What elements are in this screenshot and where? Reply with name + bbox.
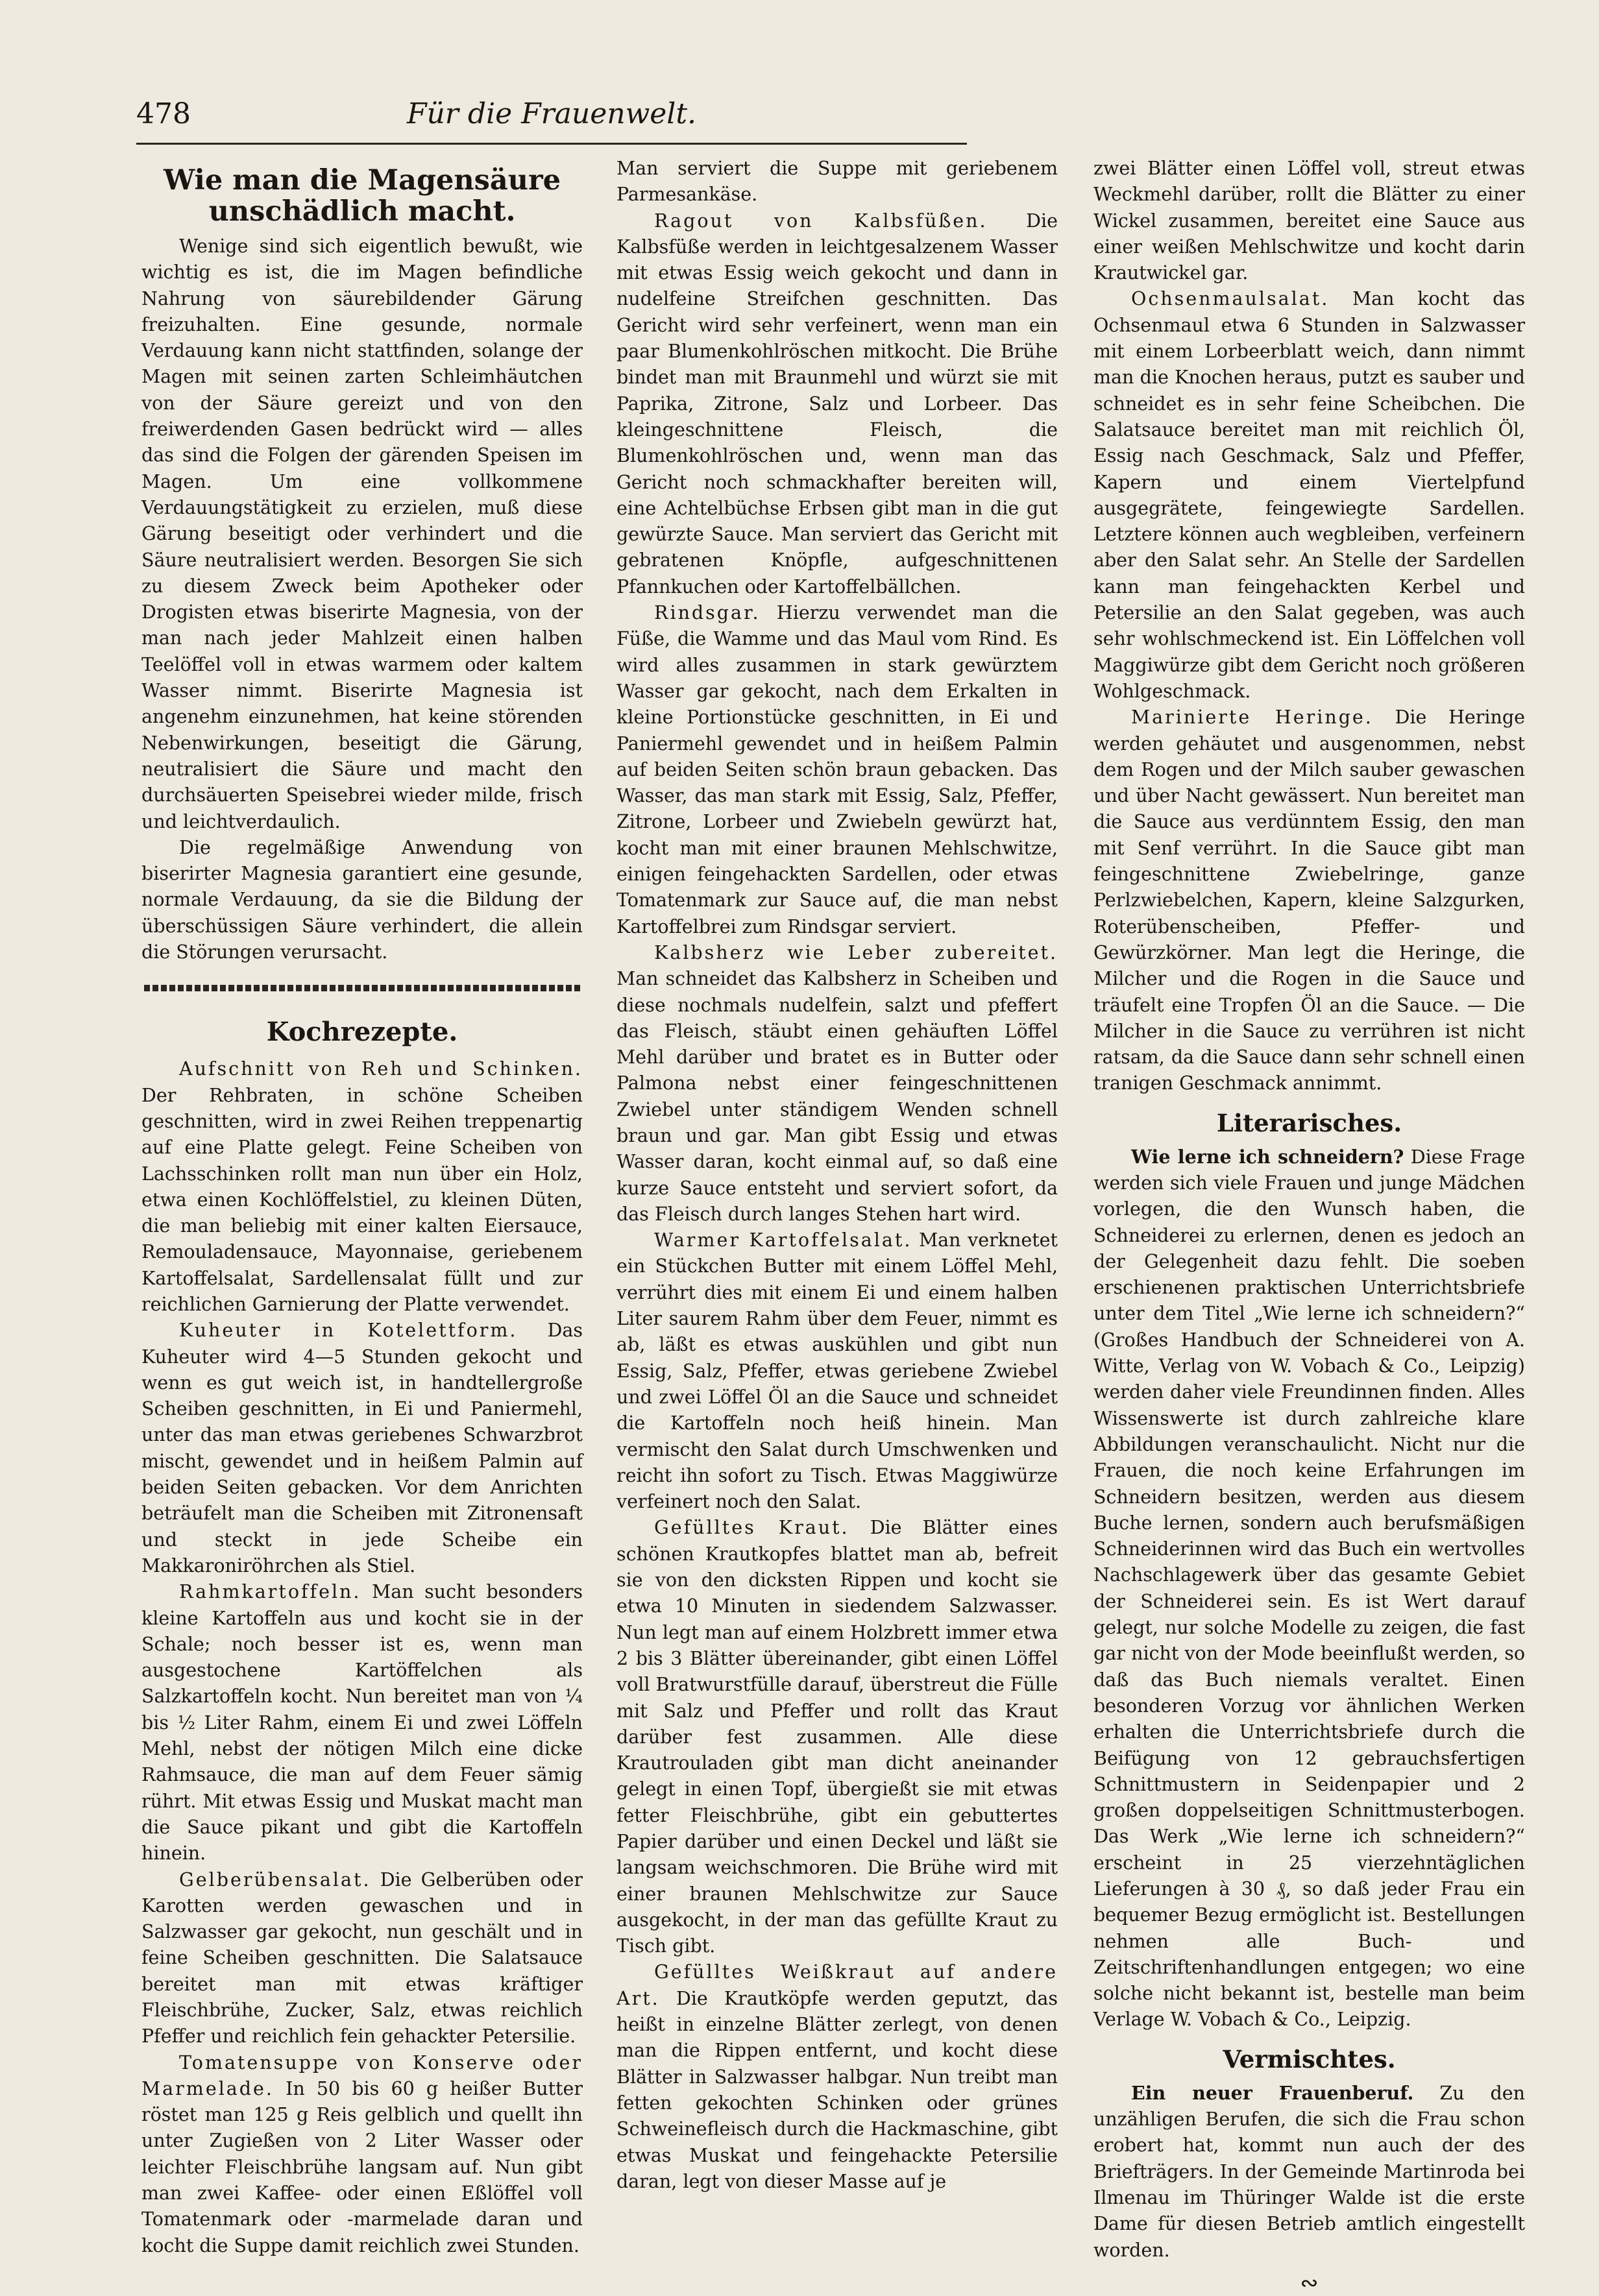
recipe-paragraph: [616, 1515, 1058, 1959]
recipe-text: Die Blätter eines schönen Krautkopfes blattet man ab, befreit sie von den dicksten Rippen und kocht sie etwa 10 Minuten in siedendem Salzwasser. Nun legt man auf einem Holzbrett immer etwa 2 bis 3 Blätter übereinander, gibt einen Löffel voll Bratwurstfülle darauf, überstreut die Fülle mit Salz und Pfeffer und rollt das Kraut darüber fest zusammen. Alle diese Krautrouladen gibt man dicht aneinander gelegt in einen Topf, übergießt sie mit etwas fetter Fleischbrühe, gibt ein gebuttertes Papier darüber und einen Deckel und läßt sie langsam weichschmoren. Die Brühe wird mit einer braunen Mehlschwitze zur Sauce ausgekocht, in der man das gefüllte Kraut zu Tisch gibt.: [616, 1517, 1058, 1957]
recipe-paragraph: [616, 600, 1058, 940]
misc-paragraph: [1093, 2080, 1525, 2264]
column-2: [616, 156, 1058, 2195]
recipe-paragraph: [141, 1579, 583, 1867]
page-number: 478: [136, 97, 191, 130]
recipe-title: Marinierte Heringe.: [1131, 707, 1373, 729]
recipe-text: Die Heringe werden gehäutet und ausgenommen, nebst dem Rogen und der Milch sauber gewaschen und über Nacht gewässert. Nun bereitet man die Sauce aus verdünntem Essig, den man mit Senf verrührt. In die Sauce gibt man feingeschnittene Zwiebelringe, ganze Perlzwiebelchen, Kapern, kleine Salzgurken, Roterübenscheiben, Pfeffer- und Gewürzkörner. Man legt die Heringe, die Milcher und die Rogen in die Sauce und träufelt eine Tropfen Öl an die Sauce. — Die Milcher in die Sauce zu verrühren ist nicht ratsam, da die Sauce dann sehr schnell einen tranigen Geschmack annimmt.: [1093, 707, 1525, 1094]
recipe-continuation: zwei Blätter einen Löffel voll, streut etwas Weckmehl darüber, rollt die Blätter zu einer Wickel zusammen, bereitet eine Sauce aus einer weißen Mehlschwitze und kocht darin Krautwickel gar.: [1093, 158, 1525, 284]
recipe-text: In 50 bis 60 g heißer Butter röstet man 125 g Reis gelblich und quellt ihn unter Zugießen von 2 Liter Wasser oder leichter Fleischbrühe langsam auf. Nun gibt man zwei Kaffee- oder einen Eßlöffel voll Tomatenmark oder -marmelade daran und kocht die Suppe damit reichlich zwei Stunden.: [141, 2077, 583, 2256]
recipe-paragraph: [616, 208, 1058, 600]
recipe-title: Gelberübensalat.: [179, 1868, 371, 1891]
recipe-text: Man sucht besonders kleine Kartoffeln aus und kocht sie in der Schale; noch besser ist es, wenn man ausgestochene Kartöffelchen als Salzkartoffeln kocht. Nun bereitet man von ¼ bis ½ Liter Rahm, einem Ei und zwei Löffeln Mehl, nebst der nötigen Milch eine dicke Rahmsauce, die man auf dem Feuer sämig rührt. Mit etwas Essig und Muskat macht man die Sauce pikant und gibt die Kartoffeln hinein.: [141, 1581, 583, 1865]
article-paragraph: Die regelmäßige Anwendung von biserirter Magnesia garantiert eine gesunde, normale Verdauung, da sie die Bildung der überschüssigen Säure verhindert, die allein die Störungen verursacht.: [141, 836, 583, 963]
recipe-paragraph: [616, 940, 1058, 1227]
page-header: [136, 97, 967, 145]
column-1: [141, 156, 583, 2259]
recipe-paragraph: [616, 1227, 1058, 1515]
recipe-title: Tomatensuppe von Konserve oder Marmelade.: [141, 2051, 583, 2099]
literary-paragraph: [1093, 1144, 1525, 2033]
recipe-title: Gefülltes Kraut.: [654, 1517, 849, 1539]
running-title: Für die Frauenwelt.: [406, 97, 697, 130]
section-divider: [144, 985, 580, 991]
recipe-title: Rahmkartoffeln.: [179, 1581, 361, 1603]
recipe-text: Man schneidet das Kalbsherz in Scheiben und diese nochmals nudelfein, salzt und pfeffert das Fleisch, stäubt einen gehäuften Löffel Mehl darüber und bratet es in Butter oder Palmona nebst einer feingeschnittenen Zwiebel unter ständigem Wenden schnell braun und gar. Man gibt Essig und etwas Wasser daran, kocht einmal auf, so daß eine kurze Sauce entsteht und serviert sofort, da das Fleisch durch langes Stehen hart wird.: [616, 968, 1058, 1225]
literary-lead: Wie lerne ich schneidern?: [1131, 1145, 1404, 1168]
column-3: [1093, 156, 1525, 2296]
recipe-paragraph: [141, 2050, 583, 2259]
recipe-text: Das Kuheuter wird 4—5 Stunden gekocht und wenn es gut weich ist, in handtellergroße Scheiben geschnitten, in Ei und Paniermehl, unter das man etwas geriebenes Schwarzbrot mischt, gewendet und in heißem Palmin auf beiden Seiten gebacken. Vor dem Anrichten beträufelt man die Scheiben mit Zitronensaft und steckt in jede Scheibe ein Makkaroniröhrchen als Stiel.: [141, 1320, 583, 1577]
recipe-paragraph: [141, 1318, 583, 1579]
recipe-paragraph: [141, 1056, 583, 1318]
recipe-paragraph: [141, 1867, 583, 2050]
section-title-literarisches: Literarisches.: [1216, 1108, 1402, 1137]
recipe-continuation: Man serviert die Suppe mit geriebenem Parmesankäse.: [616, 158, 1058, 206]
misc-lead: Ein neuer Frauenberuf.: [1131, 2081, 1414, 2104]
recipe-text: Die Kalbsfüße werden in leichtgesalzenem Wasser mit etwas Essig weich gekocht und dann in nudelfeine Streifchen geschnitten. Das Gericht wird sehr verfeinert, wenn man ein paar Blumenkohlröschen mitkocht. Die Brühe bindet man mit Braunmehl und würzt sie mit Paprika, Zitrone, Salz und Lorbeer. Das kleingeschnittene Fleisch, die Blumenkohlröschen und, wenn man das Gericht noch schmackhafter bereiten will, eine Achtelbüchse Erbsen gibt man in die gut gewürzte Sauce. Man serviert das Gericht mit gebratenen Knöpfle, aufgeschnittenen Pfannkuchen oder Kartoffelbällchen.: [616, 210, 1058, 598]
recipe-paragraph: [616, 1959, 1058, 2195]
recipe-title: Ochsenmaulsalat.: [1131, 288, 1330, 310]
recipe-title: Gefülltes Weißkraut auf andere Art.: [616, 1961, 1058, 2009]
recipe-title: Ragout von Kalbsfüßen.: [654, 210, 988, 232]
recipe-title: Rindsgar.: [654, 602, 761, 624]
recipe-text: Der Rehbraten, in schöne Scheiben geschnitten, wird in zwei Reihen treppenartig auf eine Platte gelegt. Feine Scheiben von Lachsschinken rollt man nun über ein Holz, etwa einen Kochlöffelstiel, zu kleinen Düten, die man beliebig mit einer kalten Eiersauce, Remouladensauce, Mayonnaise, geriebenem Kartoffelsalat, Sardellensalat füllt und zur reichlichen Garnierung der Platte verwendet.: [141, 1084, 583, 1315]
recipe-title: Warmer Kartoffelsalat.: [654, 1229, 912, 1251]
literary-text: Diese Frage werden sich viele Frauen und junge Mädchen vorlegen, die den Wunsch haben, die Schneiderei zu erlernen, denen es jedoch an der Gelegenheit dazu fehlt. Die soeben erschienenen praktischen Unterrichtsbriefe unter dem Titel „Wie lerne ich schneidern?“ (Großes Handbuch der Schneiderei von A. Witte, Verlag von W. Vobach & Co., Leipzig) werden daher viele Freundinnen finden. Alles Wissenswerte ist durch zahlreiche klare Abbildungen veranschaulicht. Nicht nur die Frauen, die noch keine Erfahrungen im Schneidern besitzen, werden aus diesem Buche lernen, sondern auch berufsmäßigen Schneiderinnen wird das Buch ein wertvolles Nachschlagewerk über das gesamte Gebiet der Schneiderei sein. Es ist Wert darauf gelegt, nur solche Modelle zu zeigen, die fast gar nicht von der Mode beeinflußt werden, so daß das Buch niemals veraltet. Einen besonderen Vorzug vor ähnlichen Werken erhalten die Unterrichtsbriefe durch die Beifügung von 12 gebrauchsfertigen Schnittmustern in Seidenpapier und 2 großen doppelseitigen Schnittmusterbogen. Das Werk „Wie lerne ich schneidern?“ erscheint in 25 vierzehntäglichen Lieferungen à 30 ₰, so daß jeder Frau ein bequemer Bezug ermöglicht ist. Bestellungen nehmen alle Buch- und Zeitschriftenhandlungen entgegen; wo eine solche nicht bekannt ist, bestelle man beim Verlage W. Vobach & Co., Leipzig.: [1093, 1146, 1525, 2031]
flourish-ornament: ∾: [1300, 2269, 1319, 2296]
recipe-paragraph: [1093, 286, 1525, 705]
recipe-title: Kalbsherz wie Leber zubereitet.: [654, 941, 1058, 963]
article-paragraph: Wenige sind sich eigentlich bewußt, wie wichtig es ist, die im Magen befindliche Nahrung von säurebildender Gärung freizuhalten. Eine gesunde, normale Verdauung kann nicht stattfinden, solange der Magen mit seinen zarten Schleimhäutchen von der Säure gereizt und von den freiwerdenden Gasen bedrückt wird — alles das sind die Folgen der gärenden Speisen im Magen. Um eine vollkommene Verdauungstätigkeit zu erzielen, muß diese Gärung beseitigt oder verhindert und die Säure neutralisiert werden. Besorgen Sie sich zu diesem Zweck beim Apotheker oder Drogisten etwas biserirte Magnesia, von der man nach jeder Mahlzeit einen halben Teelöffel voll in etwas warmem oder kaltem Wasser nimmt. Biserirte Magnesia ist angenehm einzunehmen, hat keine störenden Nebenwirkungen, beseitigt die Gärung, neutralisiert die Säure und macht den durchsäuerten Speisebrei wieder milde, frisch und leichtverdaulich.: [141, 236, 583, 832]
recipe-title: Aufschnitt von Reh und Schinken.: [179, 1058, 583, 1080]
recipe-text: Die Gelberüben oder Karotten werden gewaschen und in Salzwasser gar gekocht, nun geschält und in feine Scheiben geschnitten. Die Salatsauce bereitet man mit etwas kräftiger Fleischbrühe, Zucker, Salz, etwas reichlich Pfeffer und reichlich fein gehackter Petersilie.: [141, 1868, 583, 2048]
recipe-text: Hierzu verwendet man die Füße, die Wamme und das Maul vom Rind. Es wird alles zusammen in stark gewürztem Wasser gar gekocht, nach dem Erkalten in kleine Portionstücke geschnitten, in Ei und Paniermehl gewendet und in heißem Palmin auf beiden Seiten schön braun gebacken. Das Wasser, das man stark mit Essig, Salz, Pfeffer, Zitrone, Lorbeer und Zwiebeln gewürzt hat, kocht man mit einer braunen Mehlschwitze, einigen feingehackten Sardellen, oder etwas Tomatenmark zur Sauce auf, die man nebst Kartoffelbrei zum Rindsgar serviert.: [616, 602, 1058, 937]
recipe-text: Man verknetet ein Stückchen Butter mit einem Löffel Mehl, verrührt dies mit einem Ei und einem halben Liter saurem Rahm über dem Feuer, nimmt es ab, läßt es etwas auskühlen und gibt nun Essig, Salz, Pfeffer, etwas geriebene Zwiebel und zwei Löffel Öl an die Sauce und schneidet die Kartoffeln noch heiß hinein. Man vermischt den Salat durch Umschwenken und reicht ihn sofort zu Tisch. Etwas Maggiwürze verfeinert noch den Salat.: [616, 1229, 1058, 1513]
recipe-title: Kuheuter in Kotelettform.: [179, 1320, 518, 1342]
misc-text: Zu den unzähligen Berufen, die sich die Frau schon erobert hat, kommt nun auch der des Briefträgers. In der Gemeinde Martinroda bei Ilmenau im Thüringer Walde ist die erste Dame für diesen Betrieb amtlich eingestellt worden.: [1093, 2082, 1526, 2261]
section-title-vermischtes: Vermischtes.: [1223, 2044, 1396, 2073]
recipe-paragraph: [1093, 705, 1525, 1096]
recipe-text: Man kocht das Ochsenmaul etwa 6 Stunden in Salzwasser mit einem Lorbeerblatt weich, dann nimmt man die Knochen heraus, putzt es sauber und schneidet es in sehr feine Scheibchen. Die Salatsauce bereitet man mit reichlich Öl, Essig nach Geschmack, Salz und Pfeffer, Kapern und einem Viertelpfund ausgegrätete, feingewiegte Sardellen. Letztere können auch wegbleiben, verfeinern aber den Salat sehr. An Stelle der Sardellen kann man feingehackten Kerbel und Petersilie an den Salat gegeben, was auch sehr wohlschmeckend ist. Ein Löffelchen voll Maggiwürze gibt dem Gericht noch größeren Wohlgeschmack.: [1093, 288, 1525, 702]
section-title-kochrezepte: Kochrezepte.: [266, 1017, 458, 1048]
recipe-text: Die Krautköpfe werden geputzt, das heißt in einzelne Blätter zerlegt, von denen man die Rippen entfernt, und kocht diese Blätter in Salzwasser halbgar. Nun treibt man fetten gekochten Schinken oder grünes Schweinefleisch durch die Hackmaschine, gibt etwas Muskat und feingehackte Petersilie daran, legt von dieser Masse auf je: [616, 1987, 1058, 2192]
article-title: Wie man die Magensäure unschädlich macht.: [163, 164, 561, 228]
